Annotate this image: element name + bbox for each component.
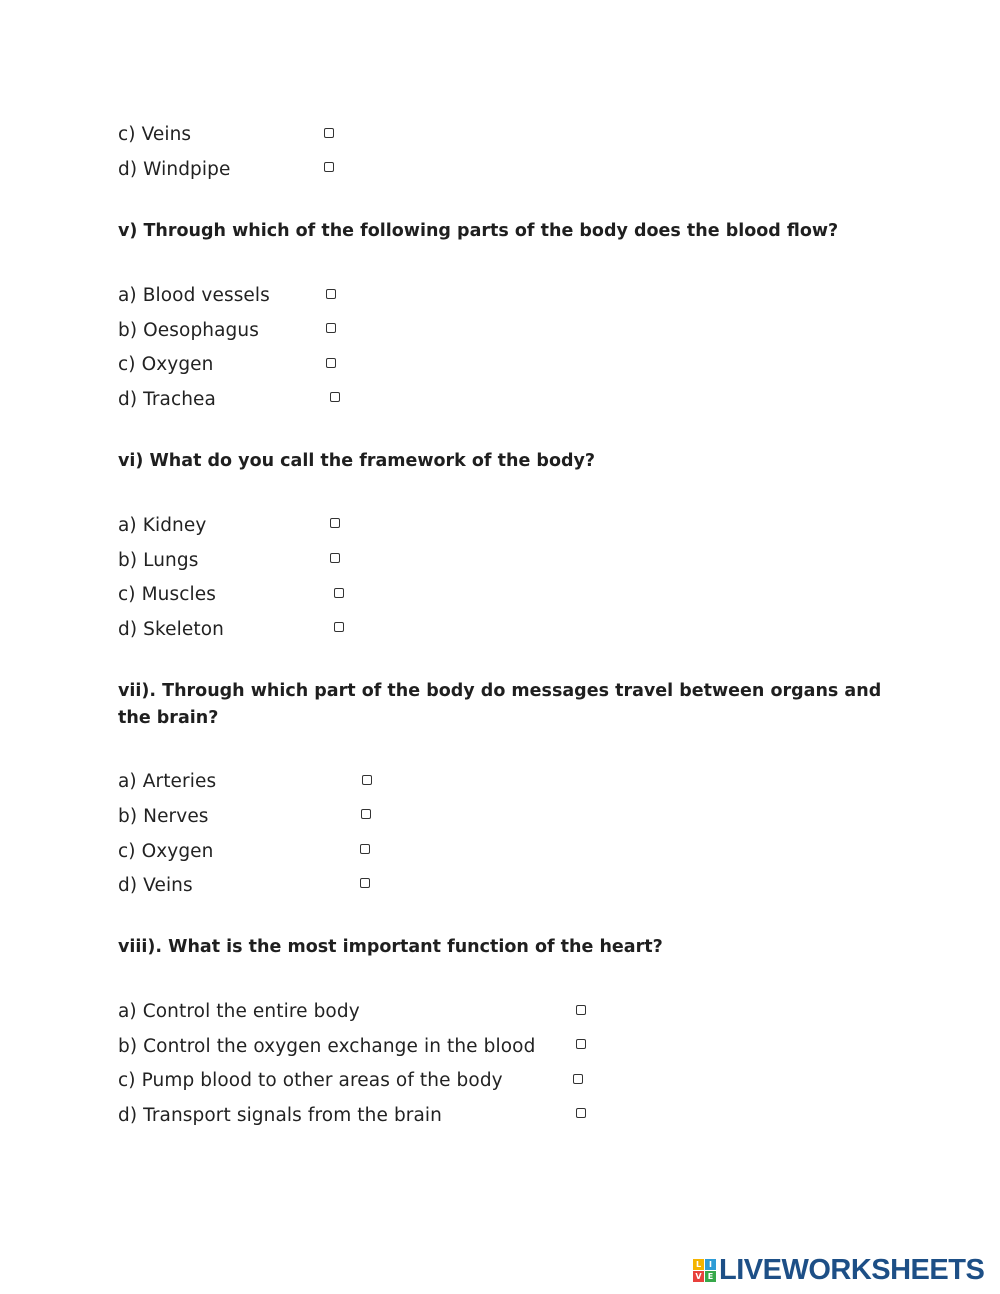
option-label: b) Nerves — [118, 806, 209, 827]
option-checkbox[interactable] — [573, 1074, 583, 1084]
question-prompt: v) Through which of the following parts of the body does the blood flow? — [118, 221, 839, 241]
option-label: d) Skeleton — [118, 619, 224, 640]
option-label: b) Control the oxygen exchange in the blood — [118, 1036, 536, 1057]
logo-mark-tile: V — [693, 1271, 704, 1282]
question-prompt: viii). What is the most important function of the heart? — [118, 937, 663, 957]
option-checkbox[interactable] — [576, 1039, 586, 1049]
logo-mark-tile: L — [693, 1259, 704, 1270]
option-label: d) Windpipe — [118, 159, 231, 180]
logo-mark-icon — [693, 1259, 716, 1282]
option-checkbox[interactable] — [360, 878, 370, 888]
option-label: c) Veins — [118, 124, 192, 145]
option-label: b) Lungs — [118, 550, 199, 571]
liveworksheets-logo — [693, 1254, 984, 1286]
logo-mark-tile: E — [705, 1271, 716, 1282]
option-label: d) Trachea — [118, 389, 216, 410]
option-checkbox[interactable] — [361, 809, 371, 819]
option-label: a) Arteries — [118, 771, 217, 792]
option-checkbox[interactable] — [330, 392, 340, 402]
option-label: a) Blood vessels — [118, 285, 270, 306]
option-checkbox[interactable] — [360, 844, 370, 854]
option-checkbox[interactable] — [326, 289, 336, 299]
option-checkbox[interactable] — [326, 323, 336, 333]
option-checkbox[interactable] — [326, 358, 336, 368]
option-checkbox[interactable] — [576, 1108, 586, 1118]
option-label: b) Oesophagus — [118, 320, 259, 341]
option-checkbox[interactable] — [334, 622, 344, 632]
logo-wordmark: LIVEWORKSHEETS — [719, 1254, 985, 1286]
logo-mark-tile: I — [705, 1259, 716, 1270]
option-checkbox[interactable] — [324, 128, 334, 138]
option-label: d) Veins — [118, 875, 193, 896]
option-label: c) Oxygen — [118, 354, 214, 375]
question-prompt: vi) What do you call the framework of the body? — [118, 451, 596, 471]
option-checkbox[interactable] — [330, 553, 340, 563]
option-label: c) Muscles — [118, 584, 216, 605]
option-label: c) Oxygen — [118, 841, 214, 862]
question-prompt: vii). Through which part of the body do messages travel between organs and the brain? — [118, 681, 882, 728]
option-checkbox[interactable] — [334, 588, 344, 598]
option-checkbox[interactable] — [324, 162, 334, 172]
option-checkbox[interactable] — [576, 1005, 586, 1015]
option-label: a) Control the entire body — [118, 1001, 360, 1022]
option-label: d) Transport signals from the brain — [118, 1105, 442, 1126]
option-label: a) Kidney — [118, 515, 207, 536]
option-checkbox[interactable] — [362, 775, 372, 785]
option-label: c) Pump blood to other areas of the body — [118, 1070, 503, 1091]
option-checkbox[interactable] — [330, 518, 340, 528]
